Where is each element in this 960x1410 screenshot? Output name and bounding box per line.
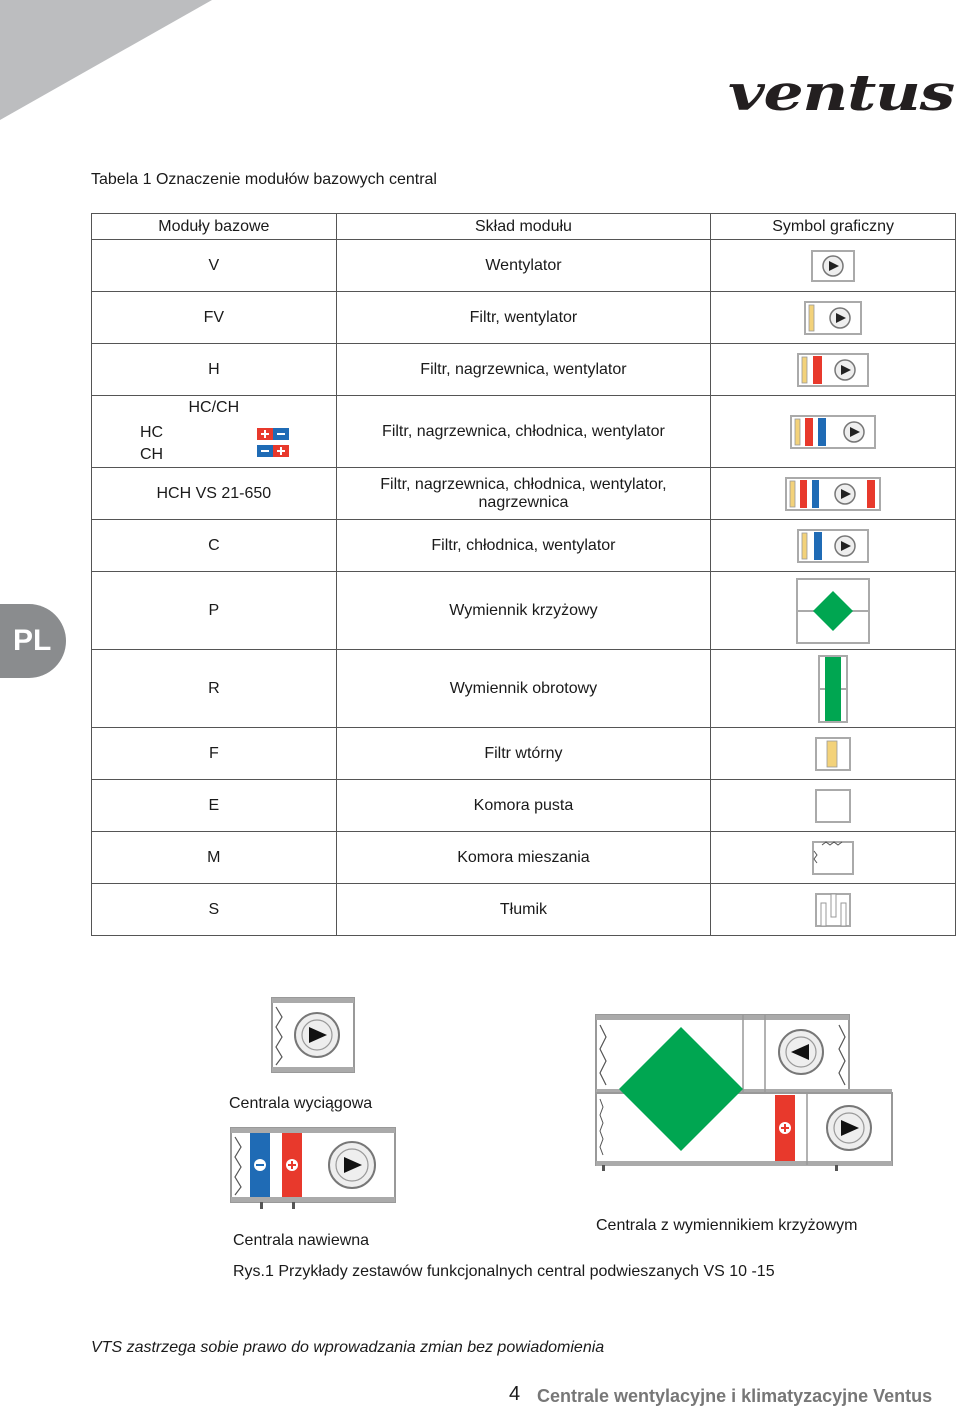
module-composition: Komora pusta (336, 780, 711, 832)
module-composition: Filtr wtórny (336, 728, 711, 780)
exhaust-unit-label: Centrala wyciągowa (229, 1095, 373, 1112)
module-code: R (92, 650, 337, 728)
table-row (92, 572, 956, 650)
exhaust-unit-diagram (271, 997, 355, 1073)
cross-exchanger-unit-diagram (595, 1013, 893, 1171)
module-symbol (711, 572, 956, 650)
module-symbol (711, 832, 956, 884)
composition-line: Filtr, nagrzewnica, chłodnica, wentylator, (380, 475, 667, 493)
module-symbol (711, 520, 956, 572)
module-composition: Wymiennik krzyżowy (336, 572, 711, 650)
cross-exchanger-unit-label: Centrala z wymiennikiem krzyżowym (596, 1217, 858, 1234)
disclaimer-note: VTS zastrzega sobie prawo do wprowadzania zmian bez powiadomienia (91, 1339, 605, 1356)
supply-unit-diagram (230, 1127, 396, 1209)
header-composition: Skład modułu (336, 214, 711, 240)
table-row (92, 728, 956, 780)
heater-cooler-order-icon (257, 427, 289, 459)
filter-cooler-fan-symbol-icon (797, 529, 869, 563)
fan-symbol-icon (811, 250, 855, 282)
table-row (92, 468, 956, 520)
filter-heater-cooler-fan-symbol-icon (790, 415, 876, 449)
module-composition: Filtr, nagrzewnica, wentylator (336, 344, 711, 396)
module-code: HCH VS 21-650 (92, 468, 337, 520)
module-composition: Filtr, wentylator (336, 292, 711, 344)
supply-unit-label: Centrala nawiewna (233, 1232, 370, 1249)
mixing-chamber-symbol-icon (812, 841, 854, 875)
module-symbol (711, 396, 956, 468)
module-composition: Filtr, chłodnica, wentylator (336, 520, 711, 572)
corner-decoration (0, 0, 220, 125)
table-row (92, 780, 956, 832)
module-code: CH (140, 446, 164, 463)
table-caption: Tabela 1 Oznaczenie modułów bazowych central (91, 171, 437, 188)
silencer-symbol-icon (815, 893, 851, 927)
module-composition: Komora mieszania (336, 832, 711, 884)
module-composition: Wymiennik obrotowy (336, 650, 711, 728)
module-code: HC/CH (188, 399, 240, 416)
module-code: S (92, 884, 337, 936)
footer-title: Centrale wentylacyjne i klimatyzacyjne Ventus (537, 1386, 933, 1406)
module-symbol (711, 292, 956, 344)
cross-exchanger-symbol-icon (796, 578, 870, 644)
header-modules: Moduły bazowe (92, 214, 337, 240)
module-symbol (711, 884, 956, 936)
table-row (92, 396, 956, 468)
secondary-filter-symbol-icon (815, 737, 851, 771)
ventus-logo (728, 70, 956, 118)
empty-chamber-symbol-icon (815, 789, 851, 823)
module-symbol (711, 344, 956, 396)
table-row (92, 292, 956, 344)
module-code: E (92, 780, 337, 832)
module-code-group (92, 396, 337, 468)
rotary-exchanger-symbol-icon (818, 655, 848, 723)
composition-line: nagrzewnica (478, 493, 569, 511)
module-symbol (711, 728, 956, 780)
module-code: M (92, 832, 337, 884)
module-composition (336, 468, 711, 520)
module-code: V (92, 240, 337, 292)
table-row (92, 520, 956, 572)
module-composition: Filtr, nagrzewnica, chłodnica, wentylator (336, 396, 711, 468)
filter-heater-fan-symbol-icon (797, 353, 869, 387)
module-symbol (711, 240, 956, 292)
module-code: H (92, 344, 337, 396)
language-tab: PL (0, 604, 66, 678)
module-symbol (711, 780, 956, 832)
figure-caption: Rys.1 Przykłady zestawów funkcjonalnych central podwieszanych VS 10 -15 (233, 1263, 775, 1280)
table-row (92, 832, 956, 884)
table-row (92, 344, 956, 396)
svg-text:ventus: ventus (728, 70, 956, 118)
module-code: HC (140, 424, 164, 441)
page-number: 4 (509, 1383, 521, 1405)
module-composition: Tłumik (336, 884, 711, 936)
module-code: FV (92, 292, 337, 344)
module-code: C (92, 520, 337, 572)
table-row (92, 650, 956, 728)
modules-table (91, 213, 956, 936)
table-header-row (92, 214, 956, 240)
module-composition: Wentylator (336, 240, 711, 292)
module-code: F (92, 728, 337, 780)
table-row (92, 884, 956, 936)
module-symbol (711, 650, 956, 728)
module-symbol (711, 468, 956, 520)
header-symbol: Symbol graficzny (711, 214, 956, 240)
filter-heater-cooler-fan-heater-symbol-icon (785, 477, 881, 511)
table-row (92, 240, 956, 292)
module-code: P (92, 572, 337, 650)
filter-fan-symbol-icon (804, 301, 862, 335)
